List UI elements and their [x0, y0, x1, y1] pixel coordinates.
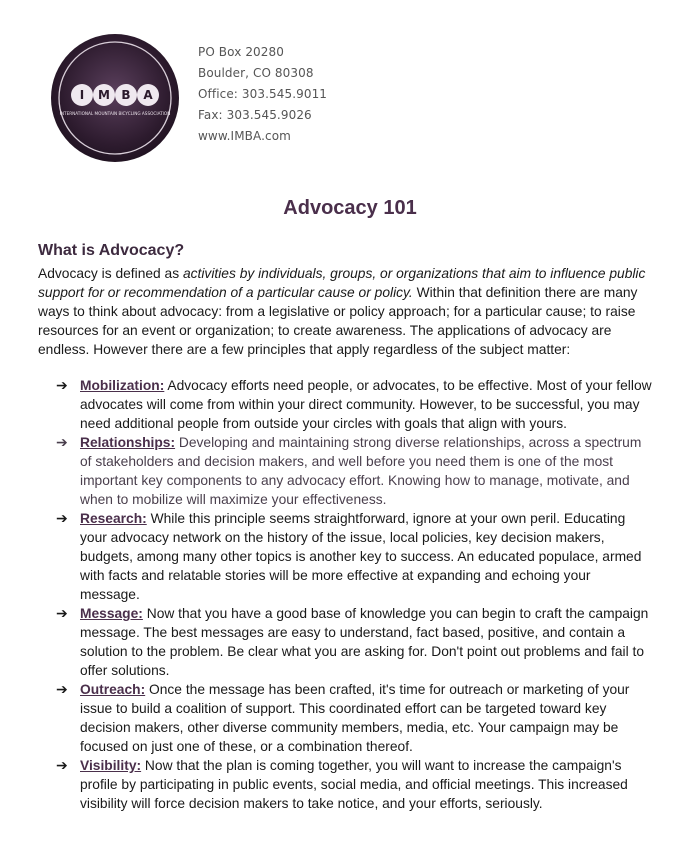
principle-text: Advocacy efforts need people, or advocates, to be effective. Most of your fellow advocates will come from within your direct community. However, to be successful, you may need additional people from outside your circles with goals that align with yours.: [80, 378, 652, 431]
arrow-right-icon: ➔: [56, 377, 68, 393]
principle-term: Mobilization:: [80, 378, 165, 393]
contact-address: [198, 42, 327, 147]
principle-text: While this principle seems straightforward, ignore at your own peril. Educating your advocacy network on the history of the issue, local policies, key decision makers, budgets, among many other topics is another key to success. An educated populace, armed with facts and relatable stories will be more effective at expanding and echoing your message.: [80, 511, 642, 602]
principles-list: [0, 376, 700, 813]
principle-text: Now that you have a good base of knowledge you can begin to craft the campaign message. The best messages are easy to understand, fact based, positive, and contain a solution to the problem. Be clear what you are asking for. Don't point out problems and fail to offer solutions.: [80, 606, 649, 678]
principle-term: Message:: [80, 606, 143, 621]
principle-term: Outreach:: [80, 682, 146, 697]
principle-text: Once the message has been crafted, it's time for outreach or marketing of your issue to build a coalition of support. This coordinated effort can be targeted toward key decision makers, other diverse community members, media, etc. Your campaign may be focused on just one of these, or a combination thereof.: [80, 682, 630, 754]
principle-term: Visibility:: [80, 758, 142, 773]
website-link[interactable]: www.IMBA.com: [198, 129, 291, 143]
principle-text: Developing and maintaining strong diverse relationships, across a spectrum of stakeholders and decision makers, and well before you need them is one of the most important key components to any advocacy effort. Knowing how to manage, motivate, and when to mobilize will maximize your effectiveness.: [80, 435, 642, 507]
principle-term: Relationships:: [80, 435, 176, 450]
office-phone: Office: 303.545.9011: [198, 87, 328, 101]
list-item: [0, 756, 652, 813]
list-item: [0, 509, 652, 604]
list-item: [0, 680, 652, 756]
arrow-right-icon: ➔: [56, 510, 68, 526]
list-item: [0, 604, 652, 680]
arrow-right-icon: ➔: [56, 605, 68, 621]
definition-text: activities by individuals, groups, or organizations that aim to influence public support for or recommendation of a particular cause or policy.: [38, 266, 646, 300]
list-item: [0, 376, 652, 433]
po-box: PO Box 20280: [198, 45, 284, 59]
fax-number: Fax: 303.545.9026: [198, 108, 312, 122]
logo-letter: B: [121, 88, 131, 102]
logo-letter: I: [79, 88, 85, 102]
page-title: Advocacy 101: [283, 197, 417, 219]
principle-text: Now that the plan is coming together, you will want to increase the campaign's profile by participating in public events, social media, and official meetings. This increased visibility will force decision makers to take notice, and your efforts, seriously.: [80, 758, 628, 811]
letterhead: [50, 33, 650, 163]
arrow-right-icon: ➔: [56, 757, 68, 773]
city-state-zip: Boulder, CO 80308: [198, 66, 314, 80]
arrow-right-icon: ➔: [56, 434, 68, 450]
arrow-right-icon: ➔: [56, 681, 68, 697]
logo-org-name: INTERNATIONAL MOUNTAIN BICYCLING ASSOCIATION: [59, 111, 171, 116]
logo-letter: M: [98, 88, 110, 102]
list-item: [0, 433, 652, 509]
intro-text: Advocacy is defined as: [38, 266, 183, 281]
intro-paragraph: [38, 264, 660, 359]
principle-term: Research:: [80, 511, 147, 526]
imba-logo: [50, 33, 180, 163]
section-heading: What is Advocacy?: [38, 242, 185, 259]
intro-text: Within that definition there are many ways to think about advocacy: from a legislative or policy approach; for a particular cause; to raise resources for an event or organization; to create awareness. The applications of advocacy are endless. However there are a few principles that apply regardless of the subject matter:: [38, 285, 638, 357]
logo-letter: A: [143, 88, 153, 102]
logo-disc: [51, 34, 179, 162]
